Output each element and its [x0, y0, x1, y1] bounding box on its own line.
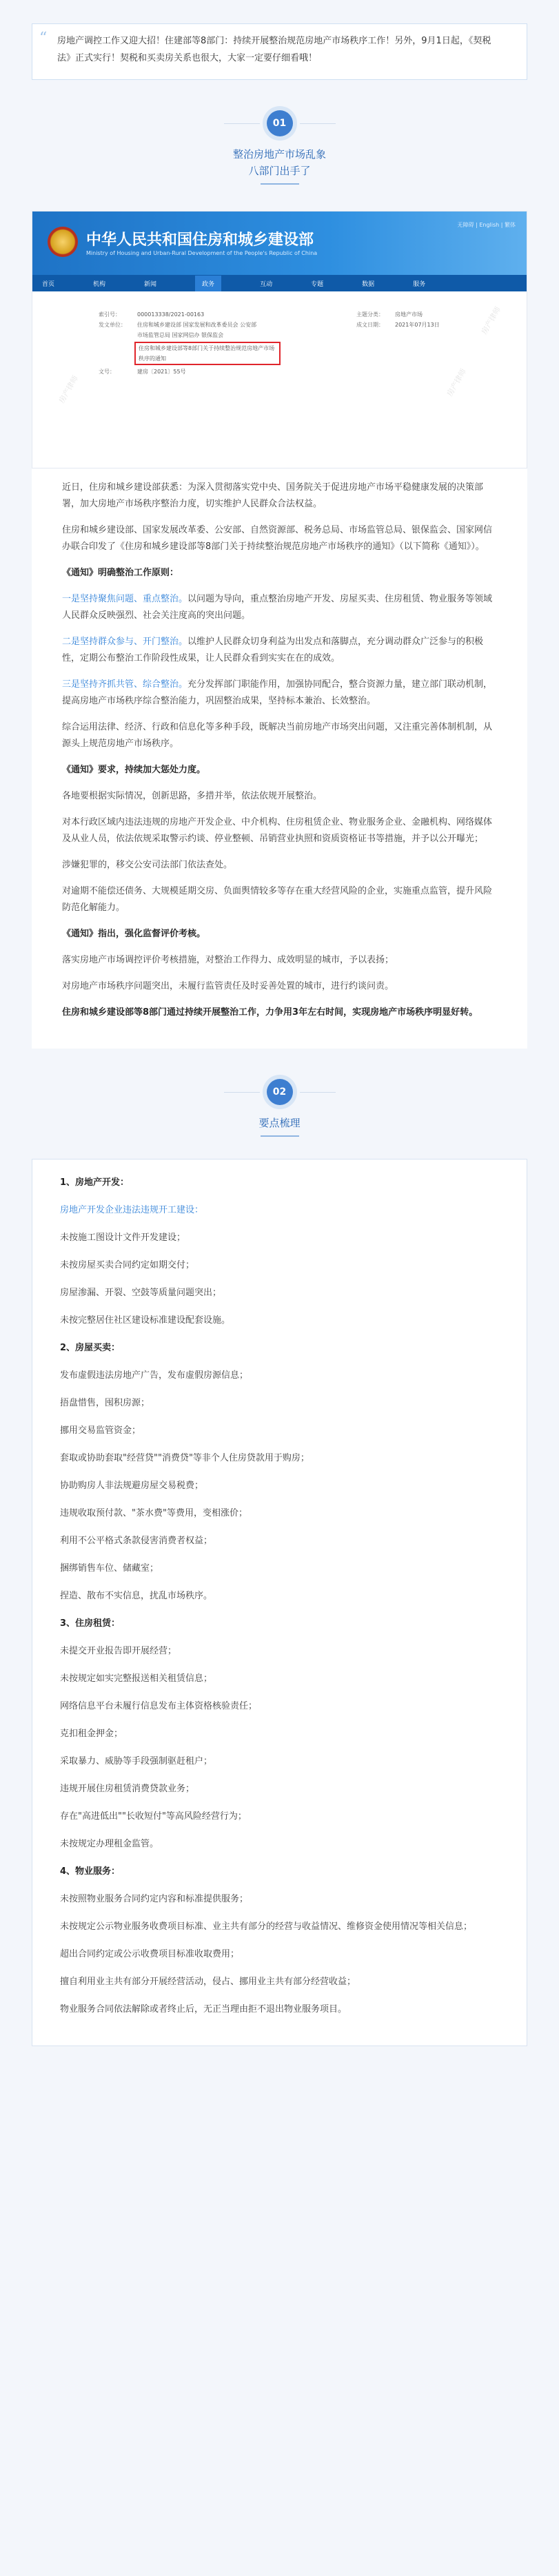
- key-point-item: 网络信息平台未履行信息发布主体资格核验责任；: [60, 1701, 258, 1711]
- key-point-heading: 1、房地产开发：: [60, 1177, 130, 1188]
- intro-text: 房地产调控工作又迎大招！住建部等8部门：持续开展整治规范房地产市场秩序工作！另外，9月1日起，《契税法》正式实行！契税和买卖房关系也很大，大家一定要仔细看哦！: [57, 36, 491, 63]
- site-title: 中华人民共和国住房和城乡建设部: [86, 231, 314, 249]
- nav-item: 首页: [42, 280, 55, 288]
- key-point-item: 未按规定公示物业服务收费项目标准、业主共有部分的经营与收益情况、维修资金使用情况等相关信息；: [60, 1921, 473, 1932]
- divider-left: [224, 123, 260, 124]
- paragraph: 各地要根据实际情况，创新思路，多措并举，依法依规开展整治。: [62, 791, 323, 801]
- section-number-badge: 01: [267, 110, 293, 136]
- site-links: 无障碍 | English | 繁体: [457, 222, 516, 228]
- nav-item: 数据: [362, 280, 375, 288]
- key-point-item: 克扣租金押金；: [60, 1729, 123, 1739]
- divider-right: [300, 123, 336, 124]
- meta-row: 索引号： 000013338/2021-00163: [99, 311, 205, 318]
- paragraph: 三是坚持齐抓共管、综合整治。充分发挥部门职能作用，加强协同配合，整合资源力量，建立部门联动机制，提高房地产市场秩序综合整治能力，巩固整治成果，坚持标本兼治、长效整治。: [62, 679, 493, 706]
- nav-item: 新闻: [144, 280, 157, 288]
- key-point-item: 采取暴力、威胁等手段强制驱赶租户；: [60, 1756, 213, 1766]
- meta-row: 发文单位： 住房和城乡建设部 国家发展和改革委员会 公安部: [99, 322, 257, 328]
- intro-wrap: [0, 0, 559, 80]
- key-point-item: 未按规定如实完整报送相关租赁信息；: [60, 1673, 213, 1684]
- intro-box: [32, 23, 527, 80]
- subheading: 《通知》要求，持续加大惩处力度。: [62, 765, 206, 775]
- government-site-screenshot: [32, 211, 527, 468]
- key-point-item: 套取或协助套取"经营贷""消费贷"等非个人住房贷款用于购房；: [60, 1453, 309, 1463]
- nav-item: 服务: [413, 280, 426, 288]
- section-title: [0, 146, 559, 179]
- watermark: 房产律师: [445, 367, 469, 398]
- article-body: [32, 468, 527, 1049]
- section-number-badge: 02: [267, 1079, 293, 1105]
- conclusion: 住房和城乡建设部等8部门通过持续开展整治工作，力争用3年左右时间，实现房地产市场秩序明显好转。: [62, 1007, 478, 1018]
- watermark: 房产律师: [479, 305, 503, 336]
- site-nav: [32, 275, 527, 291]
- national-emblem-icon: [48, 227, 78, 257]
- nav-item: 专题: [311, 280, 324, 288]
- highlighted-title-box: 住房和城乡建设部等8部门关于持续整治规范房地产市场秩序的通知: [134, 342, 281, 365]
- key-point-item: 发布虚假违法房地产广告，发布虚假房源信息；: [60, 1370, 249, 1381]
- site-banner: [32, 212, 527, 275]
- key-point-item: 存在"高进低出""长收短付"等高风险经营行为；: [60, 1811, 247, 1822]
- key-point-item: 捂盘惜售，囤积房源；: [60, 1398, 150, 1408]
- section-title-line-1: 整治房地产市场乱象: [232, 148, 326, 161]
- nav-item: 机构: [93, 280, 106, 288]
- section-2-header: [0, 1079, 559, 1137]
- paragraph: 综合运用法律、经济、行政和信息化等多种手段，既解决当前房地产市场突出问题，又注重完善体制机制，从源头上规范房地产市场秩序。: [62, 722, 493, 749]
- key-point-item: 房地产开发企业违法违规开工建设：: [60, 1205, 204, 1215]
- key-point-item: 捆绑销售车位、储藏室；: [60, 1563, 159, 1574]
- watermark: 房产律师: [57, 373, 81, 405]
- quote-icon: “: [39, 30, 48, 47]
- key-point-item: 未按规定办理租金监管。: [60, 1839, 159, 1849]
- key-point-item: 房屋渗漏、开裂、空鼓等质量问题突出；: [60, 1288, 222, 1298]
- subheading: 《通知》指出，强化监督评价考核。: [62, 929, 206, 939]
- key-point-item: 协助购房人非法规避房屋交易税费；: [60, 1481, 204, 1491]
- title-underline: [261, 1135, 299, 1137]
- paragraph: 落实房地产市场调控评价考核措施，对整治工作得力、成效明显的城市，予以表扬；: [62, 955, 394, 965]
- key-point-item: 擅自利用业主共有部分开展经营活动，侵占、挪用业主共有部分经营收益；: [60, 1977, 356, 1987]
- key-point-item: 未按房屋买卖合同约定如期交付；: [60, 1260, 195, 1270]
- nav-item-active: 政务: [195, 276, 221, 291]
- paragraph: 二是坚持群众参与、开门整治。以维护人民群众切身利益为出发点和落脚点，充分调动群众广泛参与的积极性，定期公布整治工作阶段性成果，让人民群众看到实实在在的成效。: [62, 637, 484, 663]
- key-point-item: 超出合同约定或公示收费项目标准收取费用；: [60, 1949, 240, 1959]
- nav-item: 互动: [260, 280, 273, 288]
- section-title: 要点梳理: [258, 1117, 301, 1129]
- key-point-item: 捏造、散布不实信息，扰乱市场秩序。: [60, 1591, 213, 1601]
- paragraph: 住房和城乡建设部、国家发展改革委、公安部、自然资源部、税务总局、市场监管总局、银保监会、国家网信办联合印发了《住房和城乡建设部等8部门关于持续整治规范房地产市场秩序的通知》（以下简称《通知》）。: [62, 525, 493, 552]
- title-underline: [261, 183, 299, 185]
- paragraph: 一是坚持聚焦问题、重点整治。以问题为导向，重点整治房地产开发、房屋买卖、住房租赁、物业服务等领域人民群众反映强烈、社会关注度高的突出问题。: [62, 594, 493, 621]
- key-point-heading: 2、房屋买卖：: [60, 1343, 121, 1353]
- key-point-item: 未按照物业服务合同约定内容和标准提供服务；: [60, 1894, 249, 1904]
- section-title-line-2: 八部门出手了: [248, 165, 311, 177]
- key-point-heading: 4、物业服务：: [60, 1866, 121, 1877]
- meta-row: 市场监管总局 国家网信办 银保监会: [137, 332, 224, 338]
- key-point-item: 挪用交易监管资金；: [60, 1425, 141, 1436]
- divider-left: [224, 1092, 260, 1093]
- key-point-item: 物业服务合同依法解除或者终止后，无正当理由拒不退出物业服务项目。: [60, 2004, 347, 2015]
- site-subtitle: Ministry of Housing and Urban-Rural Development of the People's Republic of China: [86, 250, 318, 256]
- key-point-heading: 3、住房租赁：: [60, 1618, 121, 1629]
- key-point-item: 违规开展住房租赁消费贷款业务；: [60, 1784, 195, 1794]
- key-point-item: 未按完整居住社区建设标准建设配套设施。: [60, 1315, 231, 1326]
- meta-row: 文号： 建房〔2021〕55号: [99, 369, 186, 375]
- badge-row: [0, 110, 559, 136]
- divider-right: [300, 1092, 336, 1093]
- section-1-header: [0, 110, 559, 185]
- key-point-item: 未按施工图设计文件开发建设；: [60, 1233, 186, 1243]
- key-point-item: 未提交开业报告即开展经营；: [60, 1646, 177, 1656]
- paragraph: 涉嫌犯罪的，移交公安司法部门依法查处。: [62, 860, 233, 870]
- subheading: 《通知》明确整治工作原则：: [62, 568, 179, 578]
- key-point-item: 利用不公平格式条款侵害消费者权益；: [60, 1536, 213, 1546]
- key-point-item: 违规收取预付款、"茶水费"等费用，变相涨价；: [60, 1508, 247, 1518]
- key-points-box: [32, 1159, 527, 2046]
- paragraph: 对逾期不能偿还债务、大规模延期交房、负面舆情较多等存在重大经营风险的企业，实施重点监管，提升风险防范化解能力。: [62, 886, 493, 913]
- paragraph: 对房地产市场秩序问题突出，未履行监管责任及时妥善处置的城市，进行约谈问责。: [62, 981, 394, 991]
- paragraph: 近日，住房和城乡建设部获悉：为深入贯彻落实党中央、国务院关于促进房地产市场平稳健康发展的决策部署，加大房地产市场秩序整治力度，切实维护人民群众合法权益。: [62, 482, 484, 509]
- paragraph: 对本行政区域内违法违规的房地产开发企业、中介机构、住房租赁企业、物业服务企业、金融机构、网络媒体及从业人员，依法依规采取警示约谈、停业整顿、吊销营业执照和资质资格证书等措施，并予以公开曝光；: [62, 817, 493, 844]
- document-meta-right: 主题分类： 房地产市场 成文日期： 2021年07月13日: [356, 311, 440, 328]
